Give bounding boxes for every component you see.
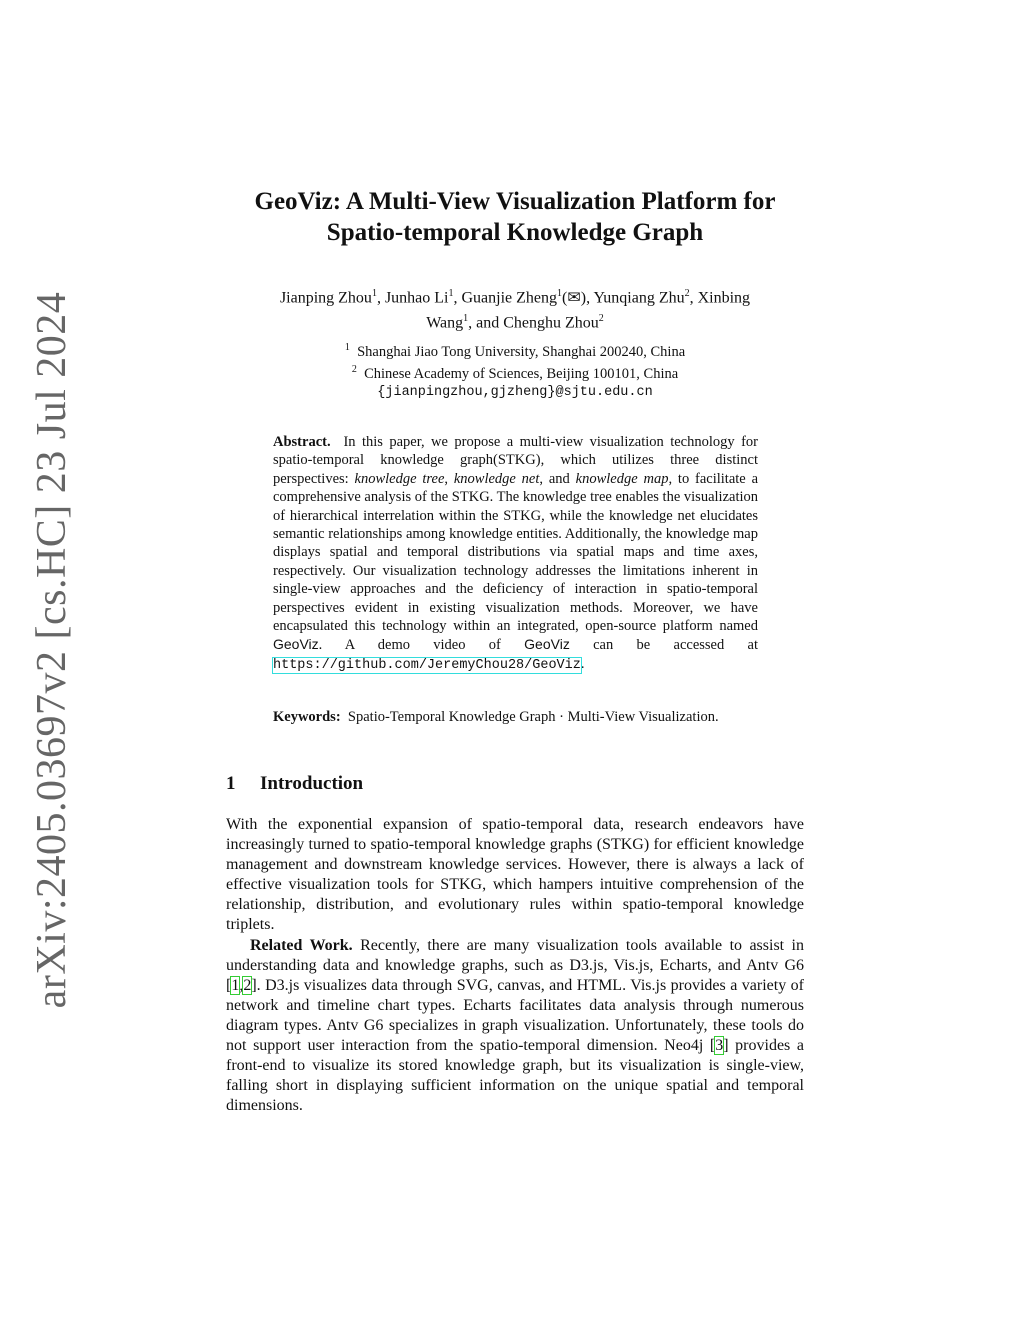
author-affil-mark: 1 xyxy=(371,288,377,299)
author-list xyxy=(230,283,800,334)
author-affil-mark: 1 xyxy=(448,288,454,299)
section-number: 1 xyxy=(226,773,236,794)
github-link[interactable]: https://github.com/JeremyChou28/GeoViz xyxy=(273,657,581,673)
envelope-icon: (✉) xyxy=(562,289,587,307)
platform-name: GeoViz xyxy=(273,636,319,653)
author-name: , and Chenghu Zhou xyxy=(468,314,599,332)
keywords xyxy=(273,708,758,726)
author-name: Wang xyxy=(426,314,464,332)
affil-text: Chinese Academy of Sciences, Beijing 100101, China xyxy=(364,366,679,383)
author-name: Jianping Zhou xyxy=(279,289,372,307)
section-title: Introduction xyxy=(260,773,364,794)
paragraph-text: ]. D3.js visualizes data through SVG, canvas, and HTML. Vis.js provides a variety of network and timeline chart types. Echarts facilitates data analysis through numerous diagram types. Antv G6 specializes in graph visualization. Unfortunately, these tools do not support user interaction from the spatio-temporal dimension. Neo4j [ xyxy=(226,976,804,1055)
abstract-text: , xyxy=(444,470,454,487)
abstract-text: In this paper, we propose a multi-view visualization technology for spatio-temporal knowledge graph(STKG), which utilizes three distinct perspectives: xyxy=(273,434,758,487)
keywords-label: Keywords: xyxy=(273,709,341,725)
abstract-text: . A demo video of xyxy=(318,637,525,654)
abstract-text: , and xyxy=(539,470,576,487)
paragraph-text: , xyxy=(239,976,244,994)
abstract-emphasis: knowledge tree xyxy=(354,470,445,487)
paragraph-text: ] provides a front-end to visualize its stored knowledge graph, but its visualization is single-view, falling short in displaying sufficient information on the unique spatial and temporal dimensions. xyxy=(226,1037,805,1115)
abstract-label: Abstract. xyxy=(273,434,331,450)
affil-text: Shanghai Jiao Tong University, Shanghai 200240, China xyxy=(357,343,686,360)
title-line-1: GeoViz: A Multi-View Visualization Platform for xyxy=(254,188,776,215)
abstract-emphasis: knowledge map xyxy=(575,470,669,487)
author-affil-mark: 1 xyxy=(557,288,563,299)
paper-title xyxy=(215,186,815,248)
author-email: {jianpingzhou,gjzheng}@sjtu.edu.cn xyxy=(377,384,653,400)
keywords-text: Spatio-Temporal Knowledge Graph · Multi-View Visualization. xyxy=(347,709,719,725)
platform-name: GeoViz xyxy=(524,636,570,653)
author-name: , Junhao Li xyxy=(376,289,449,307)
arxiv-identifier: arXiv:2405.03697v2 [cs.HC] 23 Jul 2024 xyxy=(29,291,75,1009)
affil-number: 1 xyxy=(344,342,350,353)
paragraph xyxy=(226,936,804,1117)
author-name: , Guanjie Zheng xyxy=(453,289,558,307)
abstract-text: can be accessed at xyxy=(569,637,758,654)
abstract xyxy=(273,433,758,675)
affiliation-2 xyxy=(230,361,800,383)
citation-link[interactable]: 1 xyxy=(231,976,240,994)
author-name: , Xinbing xyxy=(689,289,751,307)
paragraph-text: Recently, there are many visualization tools available to assist in understanding data and knowledge graphs, such as D3.js, Vis.js, Echarts, and Antv G6 [ xyxy=(226,936,804,994)
citation-link[interactable]: 2 xyxy=(243,976,252,994)
title-line-2: Spatio-temporal Knowledge Graph xyxy=(326,219,704,246)
author-name: , Yunqiang Zhu xyxy=(586,289,685,307)
author-affil-mark: 1 xyxy=(463,313,469,325)
affiliation-1 xyxy=(230,339,800,361)
affil-number: 2 xyxy=(351,364,357,376)
abstract-text: . xyxy=(580,655,585,672)
abstract-emphasis: knowledge net xyxy=(453,470,540,487)
author-affil-mark: 2 xyxy=(598,313,604,325)
paragraph: With the exponential expansion of spatio-temporal data, research endeavors have increasingly turned to spatio-temporal knowledge graphs (STKG) for efficient knowledge management and downstream knowledge services. However, there is always a lack of effective visualization tools for STKG, which hampers intuitive comprehension of the relationship, distribution, and evolutionary rules within spatio-temporal knowledge triplets. xyxy=(226,816,804,934)
paragraph-label: Related Work. xyxy=(250,936,353,954)
introduction-body xyxy=(226,815,804,1116)
author-affil-mark: 2 xyxy=(684,288,690,299)
section-heading xyxy=(226,773,363,795)
affiliations xyxy=(230,339,800,402)
abstract-text: , to facilitate a comprehensive analysis of the STKG. The knowledge tree enables the visualization of hierarchical interrelation within the STKG, while the knowledge net elucidates semantic relationships among knowledge entities. Additionally, the knowledge map displays spatial and temporal distributions via spatial maps and time axes, respectively. Our visualization technology addresses the limitations inherent in single-view approaches and the deficiency of interaction in spatio-temporal perspectives evident in existing visualization methods. Moreover, we have encapsulated this technology within an integrated, open-source platform named xyxy=(273,470,759,635)
citation-link[interactable]: 3 xyxy=(715,1037,724,1055)
